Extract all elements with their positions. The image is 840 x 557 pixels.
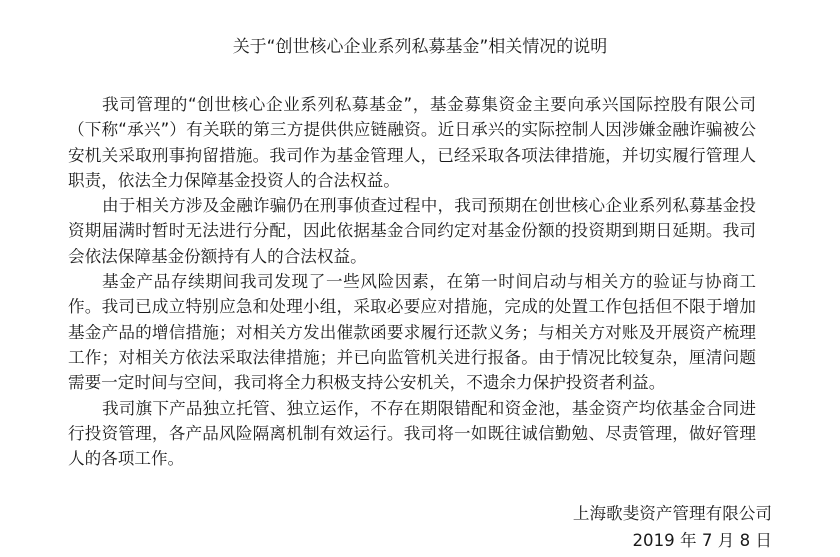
paragraph-1: 我司管理的“创世核心企业系列私募基金”，基金募集资金主要向承兴国际控股有限公司（下称“承兴”）有关联的第三方提供供应链融资。近日承兴的实际控制人因涉嫌金融诈骗被公安机关采取刑事拘留措施。我司作为基金管理人，已经采取各项法律措施，并切实履行管理人职责，依法全力保障基金投资人的合法权益。 [68, 95, 756, 190]
document-body [68, 92, 756, 471]
signature-company: 上海歌斐资产管理有限公司 [572, 504, 772, 523]
paragraph-4: 我司旗下产品独立托管、独立运作，不存在期限错配和资金池，基金资产均依基金合同进行投资管理，各产品风险隔离机制有效运行。我司将一如既往诚信勤勉、尽责管理，做好管理人的各项工作。 [68, 398, 756, 469]
document-title: 关于“创世核心企业系列私募基金”相关情况的说明 [232, 37, 608, 57]
paragraph-2: 由于相关方涉及金融诈骗仍在刑事侦查过程中，我司预期在创世核心企业系列私募基金投资期届满时暂时无法进行分配，因此依据基金合同约定对基金份额的投资期到期日延期。我司会依法保障基金份额持有人的合法权益。 [68, 196, 756, 266]
paragraph-3: 基金产品存续期间我司发现了一些风险因素，在第一时间启动与相关方的验证与协商工作。我司已成立特别应急和处理小组，采取必要应对措施，完成的处置工作包括但不限于增加基金产品的增信措施；对相关方发出催款函要求履行还款义务；与相关方对账及开展资产梳理工作；对相关方依法采取法律措施；并已向监管机关进行报备。由于情况比较复杂，厘清问题需要一定时间与空间，我司将全力积极支持公安机关，不遗余力保护投资者利益。 [68, 272, 756, 393]
signature-date: 2019 年 7 月 8 日 [632, 531, 772, 550]
